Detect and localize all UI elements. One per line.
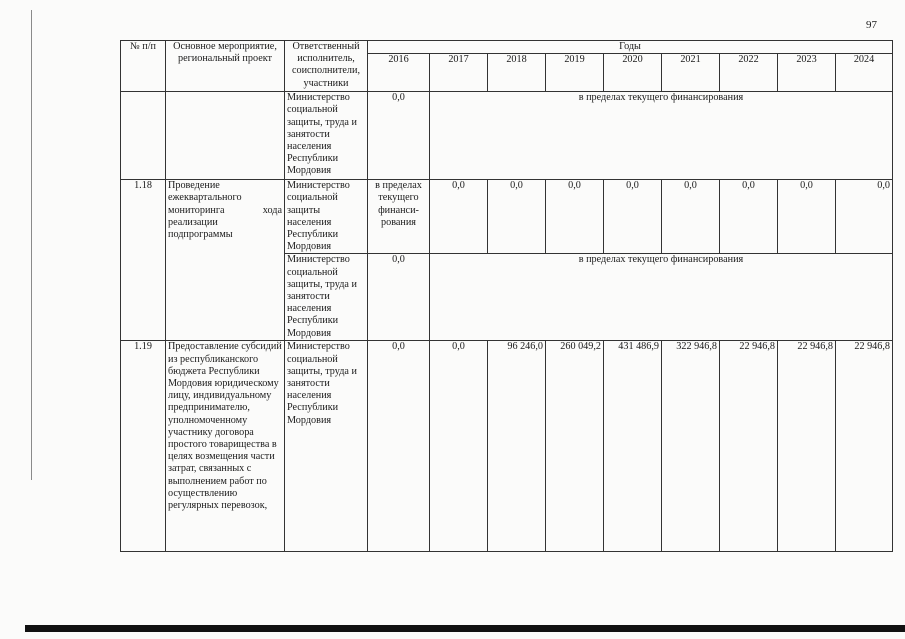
row-value-2018: 0,0 xyxy=(488,180,546,254)
header-year-2023: 2023 xyxy=(778,54,836,92)
header-year-2022: 2022 xyxy=(720,54,778,92)
row-funding-note: в пределах текущего финансирования xyxy=(430,92,893,180)
row-value-2016: 0,0 xyxy=(368,254,430,341)
scan-left-margin-line xyxy=(31,10,32,480)
row-value-2016: 0,0 xyxy=(368,341,430,552)
header-number: № п/п xyxy=(121,41,166,92)
row-value-2023: 22 946,8 xyxy=(778,341,836,552)
table-row xyxy=(121,341,893,552)
row-value-2023: 0,0 xyxy=(778,180,836,254)
header-year-2017: 2017 xyxy=(430,54,488,92)
header-year-2019: 2019 xyxy=(546,54,604,92)
row-value-2019: 0,0 xyxy=(546,180,604,254)
row-value-2022: 0,0 xyxy=(720,180,778,254)
row-executor: Министерство социальной защиты, труда и занятости населения Республики Мордовия xyxy=(285,92,368,180)
row-value-2017: 0,0 xyxy=(430,341,488,552)
row-value-2016: 0,0 xyxy=(368,92,430,180)
row-number xyxy=(121,92,166,180)
row-activity: Предоставление субсидий из республиканского бюджета Республики Мордовия юридическому лицу, индивидуальному предпринимателю, уполномоченному участнику договора простого товарищества в целях возмещения части затрат, связанных с выполнением работ по осуществлению регулярных перевозок, xyxy=(166,341,285,552)
row-number: 1.19 xyxy=(121,341,166,552)
row-executor: Министерство социальной защиты, труда и занятости населения Республики Мордовия xyxy=(285,254,368,341)
scan-bottom-edge xyxy=(25,625,905,632)
table-row xyxy=(121,180,893,254)
row-activity: Проведение ежеквартального мониторинга хода реализации подпрограммы xyxy=(166,180,285,341)
row-value-2022: 22 946,8 xyxy=(720,341,778,552)
header-year-2024: 2024 xyxy=(836,54,893,92)
row-value-2020: 431 486,9 xyxy=(604,341,662,552)
page-number: 97 xyxy=(866,19,877,31)
row-executor: Министерство социальной защиты, труда и занятости населения Республики Мордовия xyxy=(285,341,368,552)
header-years: Годы xyxy=(368,41,893,54)
header-year-2021: 2021 xyxy=(662,54,720,92)
row-funding-note: в пределах текущего финансирования xyxy=(430,254,893,341)
header-row-top xyxy=(121,41,893,54)
row-executor: Министерство социальной защиты населения Республики Мордовия xyxy=(285,180,368,254)
row-value-2018: 96 246,0 xyxy=(488,341,546,552)
row-value-2024: 22 946,8 xyxy=(836,341,893,552)
header-activity: Основное мероприятие, региональный проект xyxy=(166,41,285,92)
table-row xyxy=(121,92,893,180)
row-value-2021: 322 946,8 xyxy=(662,341,720,552)
header-year-2016: 2016 xyxy=(368,54,430,92)
row-activity xyxy=(166,92,285,180)
row-value-2024: 0,0 xyxy=(836,180,893,254)
header-year-2018: 2018 xyxy=(488,54,546,92)
row-number: 1.18 xyxy=(121,180,166,341)
row-value-2021: 0,0 xyxy=(662,180,720,254)
program-schedule-table xyxy=(120,40,893,552)
row-value-2019: 260 049,2 xyxy=(546,341,604,552)
row-value-2020: 0,0 xyxy=(604,180,662,254)
row-value-2016: в пределах текущего финанси-рования xyxy=(368,180,430,254)
header-executor: Ответственный исполнитель, соисполнители, участники xyxy=(285,41,368,92)
row-value-2017: 0,0 xyxy=(430,180,488,254)
header-year-2020: 2020 xyxy=(604,54,662,92)
